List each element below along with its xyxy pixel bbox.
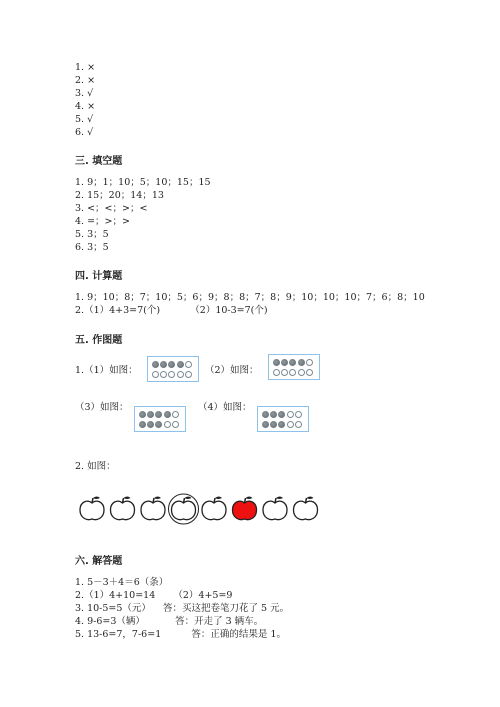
calc-answer-2: 2.（1）4+3=7(个) （2）10-3=7(个) <box>75 305 268 316</box>
judge-answer-4: 4. × <box>75 101 96 112</box>
fill-answer-4: 4. =；>；> <box>75 216 130 227</box>
ten-frame-4 <box>257 406 309 432</box>
ten-frame-1 <box>147 356 199 382</box>
counter-dot-empty <box>273 369 280 376</box>
apple-row <box>75 488 335 528</box>
apple <box>111 497 135 520</box>
calc-answer-1: 1. 9；10；8；7；10；5；6；9；8；8；7；8；9；10；10；10；7；6；8；10 <box>75 292 425 303</box>
fill-answer-6: 6. 3；5 <box>75 242 109 253</box>
solution-1: 1. 5－3＋4＝6（条） <box>75 577 169 588</box>
judge-answer-6: 6. √ <box>75 127 94 138</box>
ten-frame-row <box>152 371 192 378</box>
counter-dot-empty <box>306 359 313 366</box>
ten-frame-row <box>139 421 179 428</box>
solution-3: 3. 10-5=5（元） 答：买这把卷笔刀花了 5 元。 <box>75 603 290 614</box>
apple <box>263 497 287 520</box>
drawing-sub4-label: （4）如图： <box>198 402 252 413</box>
judge-answer-3: 3. √ <box>75 88 94 99</box>
counter-dot-empty <box>289 369 296 376</box>
counter-dot-filled <box>155 411 162 418</box>
ten-frame-row <box>273 359 313 366</box>
counter-dot-filled <box>164 411 171 418</box>
ten-frame-row <box>273 369 313 376</box>
ten-frame-row <box>262 411 302 418</box>
counter-dot-filled <box>139 421 146 428</box>
drawing-sub3-label: （3）如图： <box>75 402 129 413</box>
drawing-sub2-label: （2）如图： <box>205 365 259 376</box>
counter-dot-filled <box>155 421 162 428</box>
counter-dot-empty <box>168 371 175 378</box>
counter-dot-empty <box>152 371 159 378</box>
counter-dot-empty <box>287 411 294 418</box>
drawing-q2-label: 2. 如图： <box>75 461 116 472</box>
apple <box>202 497 226 520</box>
counter-dot-empty <box>185 361 192 368</box>
counter-dot-filled <box>289 359 296 366</box>
counter-dot-empty <box>306 369 313 376</box>
counter-dot-filled <box>262 411 269 418</box>
counter-dot-filled <box>270 421 277 428</box>
counter-dot-filled <box>147 411 154 418</box>
counter-dot-filled <box>270 411 277 418</box>
red-apple <box>233 497 257 520</box>
fill-answer-3: 3. <；<；>；< <box>75 203 148 214</box>
solution-4: 4. 9-6=3（辆） 答：开走了 3 辆车。 <box>75 616 264 627</box>
counter-dot-empty <box>295 411 302 418</box>
counter-dot-filled <box>147 421 154 428</box>
apple <box>172 497 196 520</box>
apple <box>80 497 104 520</box>
judge-answer-5: 5. √ <box>75 114 94 125</box>
counter-dot-empty <box>185 371 192 378</box>
counter-dot-filled <box>168 361 175 368</box>
counter-dot-filled <box>278 421 285 428</box>
counter-dot-filled <box>281 359 288 366</box>
counter-dot-empty <box>160 371 167 378</box>
counter-dot-filled <box>160 361 167 368</box>
ten-frame-2 <box>268 354 320 380</box>
counter-dot-filled <box>139 411 146 418</box>
counter-dot-empty <box>298 369 305 376</box>
counter-dot-filled <box>262 421 269 428</box>
ten-frame-row <box>139 411 179 418</box>
fill-answer-2: 2. 15；20；14；13 <box>75 190 164 201</box>
solution-2: 2.（1）4+10=14 （2）4+5=9 <box>75 590 233 601</box>
ten-frame-row <box>152 361 192 368</box>
section-title-fill-blank: 三. 填空题 <box>75 156 123 167</box>
counter-dot-empty <box>172 411 179 418</box>
section-title-calc: 四. 计算题 <box>75 271 123 282</box>
counter-dot-empty <box>295 421 302 428</box>
ten-frame-row <box>262 421 302 428</box>
judge-answer-2: 2. × <box>75 75 96 86</box>
counter-dot-filled <box>298 359 305 366</box>
counter-dot-filled <box>278 411 285 418</box>
counter-dot-filled <box>273 359 280 366</box>
ten-frame-3 <box>134 406 186 432</box>
counter-dot-empty <box>164 421 171 428</box>
drawing-q1-label: 1.（1）如图： <box>75 365 138 376</box>
counter-dot-filled <box>177 361 184 368</box>
counter-dot-empty <box>281 369 288 376</box>
solution-5: 5. 13-6=7，7-6=1 答：正确的结果是 1。 <box>75 629 286 640</box>
apple <box>294 497 318 520</box>
section-title-answers: 六. 解答题 <box>75 556 123 567</box>
fill-answer-5: 5. 3；5 <box>75 229 109 240</box>
section-title-drawing: 五. 作图题 <box>75 335 123 346</box>
judge-answer-1: 1. × <box>75 62 96 73</box>
counter-dot-filled <box>152 361 159 368</box>
counter-dot-empty <box>287 421 294 428</box>
counter-dot-empty <box>177 371 184 378</box>
counter-dot-empty <box>172 421 179 428</box>
apple <box>141 497 165 520</box>
fill-answer-1: 1. 9；1；10；5；10；15；15 <box>75 177 211 188</box>
